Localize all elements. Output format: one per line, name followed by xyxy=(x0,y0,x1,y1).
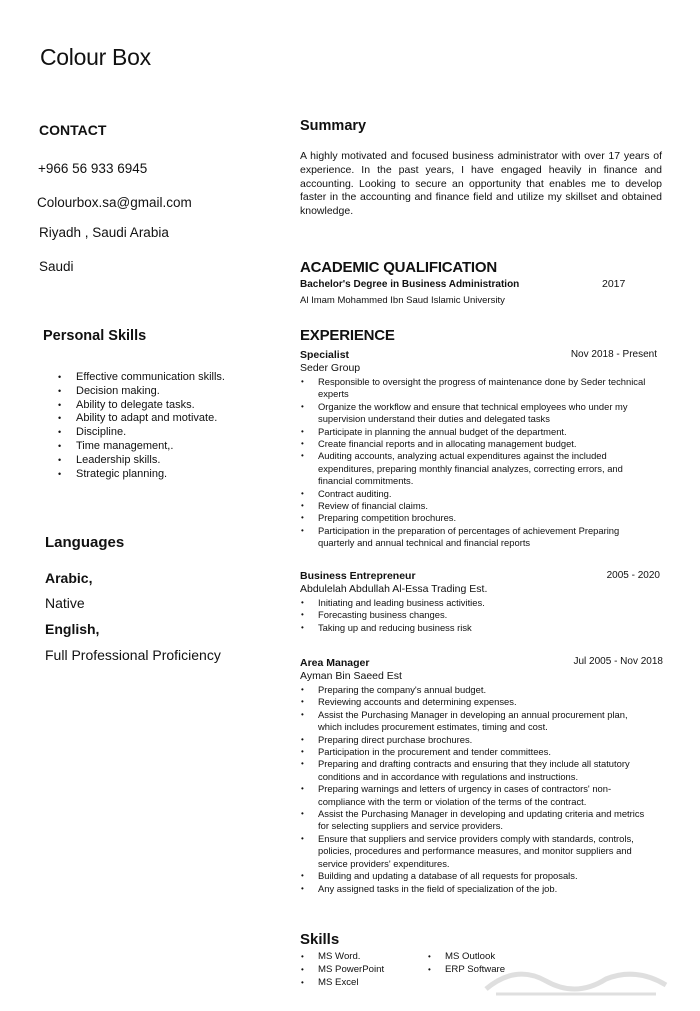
contact-email: Colourbox.sa@gmail.com xyxy=(37,195,192,210)
language-level: Full Professional Proficiency xyxy=(45,647,221,663)
list-item: • Responsible to oversight the progress of maintenance done by Seder technical experts xyxy=(300,376,650,401)
job-title: Specialist xyxy=(300,349,350,361)
list-item: • MS Outlook xyxy=(427,951,547,964)
job-title: Business Entrepreneur xyxy=(300,570,416,582)
list-item: • Ensure that suppliers and service providers comply with standards, controls, policies, procedures and performance measures, and monitor suppliers and service providers' expenditures. xyxy=(300,833,652,870)
list-item: • Create financial reports and in allocating management budget. xyxy=(300,438,650,450)
experience-heading: EXPERIENCE xyxy=(300,327,395,344)
list-item: • Time management,. xyxy=(58,440,225,454)
list-item: • Ability to delegate tasks. xyxy=(58,399,225,413)
contact-nationality: Saudi xyxy=(39,259,74,274)
list-item: • Reviewing accounts and determining expenses. xyxy=(300,696,652,708)
list-item: • Preparing warnings and letters of urgency in cases of contractors' non-compliance with the term or violation of the terms of the contract. xyxy=(300,783,652,808)
list-item: • Contract auditing. xyxy=(300,488,650,500)
contact-phone: +966 56 933 6945 xyxy=(38,161,148,176)
list-item: • Preparing the company's annual budget. xyxy=(300,684,652,696)
list-item: • Auditing accounts, analyzing actual expenditures against the included expenditures, preparing monthly financial analyzes, correcting errors, and financial commitments. xyxy=(300,450,650,487)
job-company: Ayman Bin Saeed Est xyxy=(300,670,402,682)
language-name: English, xyxy=(45,621,100,637)
job-bullets xyxy=(300,597,650,634)
skills-list-col1 xyxy=(300,951,420,989)
list-item: • Forecasting business changes. xyxy=(300,609,650,621)
language-name: Arabic, xyxy=(45,570,93,586)
list-item: • ERP Software xyxy=(427,964,547,977)
job-company: Seder Group xyxy=(300,362,361,374)
skills-heading: Skills xyxy=(300,931,340,948)
list-item: • Participation in the preparation of percentages of achievement Preparing quarterly and annual technical and financial reports xyxy=(300,525,650,550)
personal-skills-heading: Personal Skills xyxy=(43,328,147,344)
languages-heading: Languages xyxy=(45,534,125,551)
job-dates: Jul 2005 - Nov 2018 xyxy=(573,656,663,667)
list-item: • MS PowerPoint xyxy=(300,964,420,977)
list-item: • Preparing competition brochures. xyxy=(300,512,650,524)
list-item: • Assist the Purchasing Manager in developing and updating criteria and metrics for selecting suppliers and service providers. xyxy=(300,808,652,833)
list-item: • Leadership skills. xyxy=(58,454,225,468)
university-name: Al Imam Mohammed Ibn Saud Islamic University xyxy=(300,295,505,306)
resume-name: Colour Box xyxy=(40,44,151,70)
list-item: • Participation in the procurement and tender committees. xyxy=(300,746,652,758)
list-item: • Assist the Purchasing Manager in developing an annual procurement plan, which includes procurement estimates, timing and cost. xyxy=(300,709,652,734)
list-item: • Ability to adapt and motivate. xyxy=(58,412,225,426)
job-bullets xyxy=(300,684,652,895)
contact-heading: CONTACT xyxy=(39,122,107,138)
job-company: Abdulelah Abdullah Al-Essa Trading Est. xyxy=(300,583,488,595)
list-item: • Decision making. xyxy=(58,385,225,399)
list-item: • MS Excel xyxy=(300,977,420,990)
list-item: • Participate in planning the annual budget of the department. xyxy=(300,426,650,438)
list-item: • Organize the workflow and ensure that technical employees who under my supervision understand their duties and delegated tasks xyxy=(300,401,650,426)
list-item: • Building and updating a database of all requests for proposals. xyxy=(300,870,652,882)
list-item: • Preparing direct purchase brochures. xyxy=(300,734,652,746)
list-item: • Any assigned tasks in the field of specialization of the job. xyxy=(300,883,652,895)
list-item: • Discipline. xyxy=(58,426,225,440)
list-item: • Initiating and leading business activities. xyxy=(300,597,650,609)
list-item: • Preparing and drafting contracts and ensuring that they include all statutory conditions and in accordance with regulations and instructions. xyxy=(300,758,652,783)
list-item: • Strategic planning. xyxy=(58,468,225,482)
job-dates: 2005 - 2020 xyxy=(606,570,660,581)
list-item: • Taking up and reducing business risk xyxy=(300,622,650,634)
degree-year: 2017 xyxy=(602,278,626,290)
contact-location: Riyadh , Saudi Arabia xyxy=(39,225,169,240)
job-bullets xyxy=(300,376,650,550)
academic-heading: ACADEMIC QUALIFICATION xyxy=(300,259,497,276)
list-item: • Review of financial claims. xyxy=(300,500,650,512)
summary-heading: Summary xyxy=(300,118,367,134)
summary-text: A highly motivated and focused business administrator with over 17 years of experience. In the past years, I have engaged heavily in finance and accounting. Looking to secure an opportunity that enables me to develop faster in the accounting and finance field and utilize my skillset and obtained knowledge. xyxy=(300,150,662,218)
watermark-logo xyxy=(476,959,676,999)
job-title: Area Manager xyxy=(300,657,370,669)
language-level: Native xyxy=(45,595,85,611)
list-item: • MS Word. xyxy=(300,951,420,964)
personal-skills-list xyxy=(58,371,225,481)
list-item: • Effective communication skills. xyxy=(58,371,225,385)
job-dates: Nov 2018 - Present xyxy=(570,349,657,360)
degree-title: Bachelor's Degree in Business Administration xyxy=(300,279,520,290)
